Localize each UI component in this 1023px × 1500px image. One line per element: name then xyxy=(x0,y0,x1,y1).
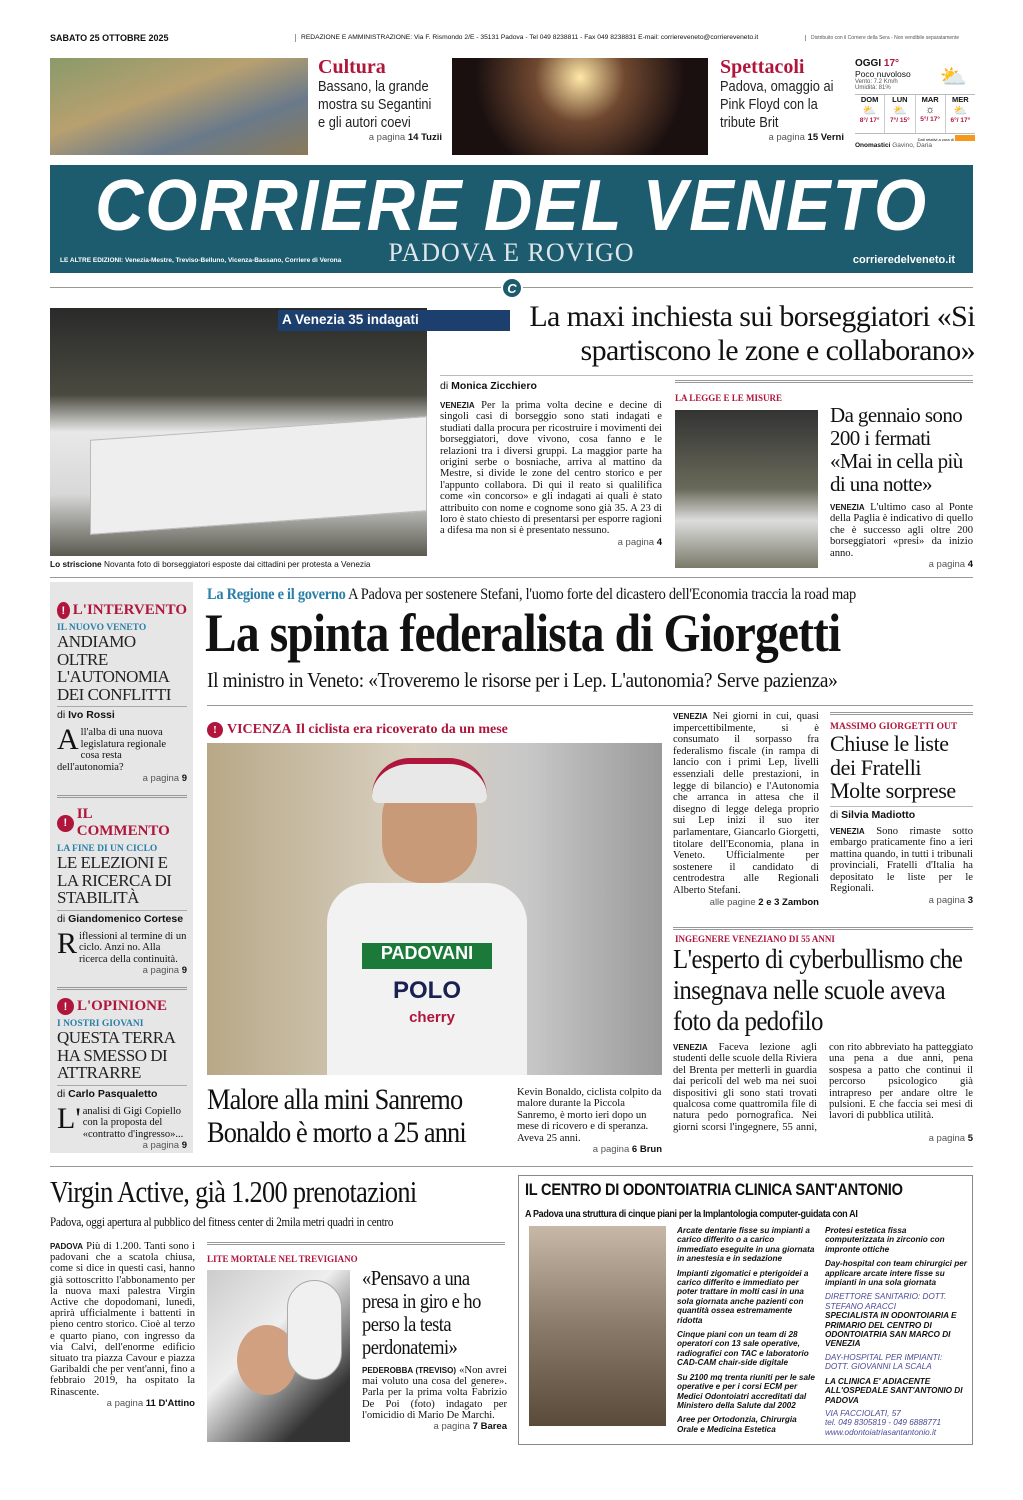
jersey-team-text: PADOVANI xyxy=(362,943,492,969)
page-label: a pagina xyxy=(142,773,180,784)
forecast-day: DOM xyxy=(860,95,879,104)
liste-author: Silvia Madiotto xyxy=(841,808,916,821)
ad-point: Day-hospital con team chirurgici per applicare arcate intere fisse su impianti in una sola giornata xyxy=(825,1259,967,1288)
forecast-day: MAR xyxy=(921,95,939,104)
sidebar-kicker: I NOSTRI GIOVANI xyxy=(57,1019,144,1029)
exclamation-icon: ! xyxy=(207,722,223,738)
dateline: VENEZIA xyxy=(440,401,475,410)
body-text: Sono rimaste sotto embargo praticamente fino a ieri mattina quando, in tutti i tribunali provinciali, Fratelli d'Italia ha depositato le liste per le Regionali. xyxy=(830,825,973,895)
page-number: 3 xyxy=(967,895,973,907)
page-number: 7 xyxy=(472,1421,478,1433)
cyclist-photo[interactable] xyxy=(207,743,662,1075)
main-headline-wrap xyxy=(205,602,971,664)
liste-headline[interactable]: Chiuse le liste dei Fratelli Molte sorprese xyxy=(830,731,956,803)
sidebar-section: L'INTERVENTO xyxy=(72,602,187,618)
sidebar-excerpt: ll'alba di una nuova legislatura regionale cosa resta dell'autonomia? xyxy=(57,727,167,773)
drop-cap: R xyxy=(57,930,78,960)
sidebar-title: QUESTA TERRA HA SMESSO DI ATTRARRE xyxy=(57,1028,175,1082)
distribution-note: Distribuito con il Corriere della Sera - Non vendibile separatamente xyxy=(805,35,975,41)
divider xyxy=(440,375,973,376)
main-article xyxy=(673,711,819,909)
vicenza-headline-wrap xyxy=(207,1083,507,1153)
protest-signs-photo[interactable] xyxy=(675,410,818,568)
weather-forecast xyxy=(855,94,975,134)
liste-body xyxy=(830,826,973,896)
ad-address: VIA FACCIOLATI, 57 xyxy=(825,1408,901,1418)
masthead-url[interactable]: corrieredelveneto.it xyxy=(852,254,955,266)
masthead-edition: PADOVA E ROVIGO xyxy=(388,238,635,267)
weather-wind: Vento: 7.2 Km/h xyxy=(855,79,898,85)
by-prefix: di xyxy=(830,808,839,821)
forecast-temp: 7°/ 15° xyxy=(890,117,910,124)
virgin-body xyxy=(50,1241,195,1398)
page-label: a pagina xyxy=(368,132,406,143)
onomastici-label: Onomastici xyxy=(855,142,891,149)
exclamation-icon: ! xyxy=(57,815,74,832)
by-prefix: di xyxy=(57,912,66,925)
jersey-sub-text: cherry xyxy=(409,1009,455,1026)
sidebar-kicker: LA FINE DI UN CICLO xyxy=(57,844,158,854)
lead-body xyxy=(440,400,662,537)
lite-headline[interactable]: «Pensavo a una presa in giro e ho perso la testa perdonatemi» xyxy=(362,1266,481,1359)
partly-cloudy-icon: ⛅ xyxy=(953,105,968,117)
divider xyxy=(675,380,973,383)
helmet xyxy=(372,758,487,803)
main-kicker-label: La Regione e il governo xyxy=(207,586,346,603)
ad-director: DIRETTORE SANITARIO: DOTT. STEFANO ARACCI xyxy=(825,1292,947,1311)
dateline: VENEZIA xyxy=(673,712,708,721)
onomastici: Gavino, Daria xyxy=(892,142,932,149)
sidebar-author: Ivo Rossi xyxy=(68,709,115,721)
top-bar xyxy=(50,33,975,43)
dental-clinic-ad[interactable] xyxy=(518,1175,973,1445)
opinion-sidebar xyxy=(50,582,193,1153)
page-label: a pagina xyxy=(617,536,655,548)
page-number: 9 xyxy=(181,773,187,784)
forecast-temp: 5°/ 17° xyxy=(920,116,940,123)
page-number: 9 xyxy=(181,1140,187,1151)
ad-clinic-location: LA CLINICA E' ADIACENTE ALL'OSPEDALE SANT'ANTONIO DI PADOVA xyxy=(825,1376,963,1405)
cyber-kicker: INGEGNERE VENEZIANO DI 55 ANNI xyxy=(675,934,835,944)
caption-bold: Lo striscione xyxy=(50,559,102,569)
liste-kicker: MASSIMO GIORGETTI OUT xyxy=(830,722,958,732)
page-label: a pagina xyxy=(592,1144,630,1156)
ad-point: Su 2100 mq trenta riuniti per le sale operative e per i corsi ECM per Medici Odontoiatri accreditati dal Ministero della Salute dal 2002 xyxy=(677,1372,815,1410)
body-text: Faceva lezione agli studenti delle scuole della Riviera del Brenta per metterli in guardia dai pericoli del web ma nei suoi dispositivi gli sono stati trovati qualcosa come quattromila file di natura pedo pornografica. Nei giorni scorsi l'ingegnere, 55 anni, con rito abbreviato ha patteggiato una pena a due anni, pena sospesa a patto che continui il percorso psicologico già intrapreso per andare oltre le pulsioni. E che faccia sei mesi di lavori di pubblica utilità. xyxy=(673,1042,973,1133)
by-prefix: di xyxy=(57,709,66,721)
page-number: 2 e 3 xyxy=(758,896,780,908)
author: Zambon xyxy=(782,896,819,908)
vicenza-headline[interactable]: Malore alla mini Sanremo Bonaldo è morto a 25 anni xyxy=(207,1083,466,1149)
page-label: a pagina xyxy=(768,132,805,143)
lead-headline[interactable]: La maxi inchiesta sui borseggiatori «Si spartiscono le zone e collaborano» xyxy=(529,300,975,367)
cyber-headline[interactable]: L'esperto di cyberbullismo che insegnava nelle scuole aveva foto da pedofilo xyxy=(673,944,963,1036)
by-prefix: di xyxy=(440,380,449,392)
liste-article xyxy=(830,722,973,907)
page-number: 6 xyxy=(631,1144,638,1156)
ad-point: Aree per Ortodonzia, Chirurgia Orale e Medicina Estetica xyxy=(677,1415,797,1434)
weather-credit: Dati relativi a cura di xyxy=(917,137,954,142)
partly-cloudy-icon: ⛅ xyxy=(893,105,907,117)
main-kicker-text: A Padova per sostenere Stefani, l'uomo forte del dicastero dell'Economia traccia la road map xyxy=(348,586,856,603)
page-number: 4 xyxy=(967,559,973,571)
kicker-city: VICENZA xyxy=(227,722,292,737)
main-headline[interactable]: La spinta federalista di Giorgetti xyxy=(205,603,841,663)
teaser-spettacoli[interactable] xyxy=(720,56,844,144)
teaser-cultura[interactable] xyxy=(318,56,442,144)
sidebar-item[interactable] xyxy=(57,602,187,785)
forecast-temp: 6°/ 17° xyxy=(950,117,971,124)
partly-cloudy-icon: ⛅ xyxy=(862,105,877,117)
forecast-day: MER xyxy=(952,95,969,104)
body-text: Più di 1.200. Tanti sono i padovani che a scatola chiusa, come si dice in questi casi, hanno già sottoscritto l'abbonamento per la nuova maxi palestra Virgin Active che dopodomani, lunedì, aprirà ufficialmente i battenti in pieno centro storico. Cioè al terzo e quarto piano, con ingresso da via Calvi, dell'enorme edificio situato tra piazza Cavour e piazza Garibaldi che per vent'anni, fino a febbraio 2019, ha ospitato la Rinascente. xyxy=(50,1241,195,1398)
body-text: «Non avrei mai voluto una cosa del genere». Parla per la prima volta Fabrizio De Poi (foto) indagato per l'omicidio di Mario De Marchi. xyxy=(362,1365,507,1421)
sidebar-item[interactable] xyxy=(57,987,187,1152)
weather-condition: Poco nuvoloso xyxy=(855,69,911,79)
lead-side-body xyxy=(830,502,973,559)
jersey-sponsor-text: POLO xyxy=(392,977,461,1004)
teaser-text: Bassano, la grande mostra su Segantini e gli autori coevi xyxy=(318,79,432,131)
ad-column-2 xyxy=(825,1226,967,1437)
page-number: 5 xyxy=(967,1133,973,1145)
caption-text: Novanta foto di borseggiatori esposte dai cittadini per protesta a Venezia xyxy=(103,559,371,569)
sidebar-author: Carlo Pasqualetto xyxy=(68,1087,158,1100)
drop-cap: A xyxy=(57,727,79,756)
lead-label: A Venezia 35 indagati xyxy=(278,310,510,331)
author: Tuzii xyxy=(421,132,442,143)
ad-title: IL CENTRO DI ODONTOIATRIA CLINICA SANT'ANTONIO xyxy=(525,1180,903,1199)
dateline: PEDEROBBA (TREVISO) xyxy=(362,1366,456,1375)
page-number: 15 xyxy=(807,132,819,143)
main-subhead: Il ministro in Veneto: «Troveremo le risorse per i Lep. L'autonomia? Serve pazienza» xyxy=(207,668,838,692)
lead-author: Monica Zicchiero xyxy=(451,380,537,392)
kicker-text: Il ciclista era ricoverato da un mese xyxy=(295,722,508,737)
teaser-spettacoli-image[interactable] xyxy=(452,58,708,155)
weather-today-temp: 17° xyxy=(883,58,900,69)
exclamation-icon: ! xyxy=(57,602,70,619)
drop-cap: L' xyxy=(57,1105,81,1135)
author: Barea xyxy=(480,1421,507,1433)
sidebar-excerpt: iflessioni al termine di un ciclo. Anzi no. Alla ricerca della continuità. xyxy=(79,930,187,965)
dateline: VENEZIA xyxy=(673,1043,708,1052)
ad-point: Protesi estetica fissa computerizzata in zirconio con impronte ottiche xyxy=(825,1226,945,1254)
teaser-cultura-image[interactable] xyxy=(50,58,308,155)
lead-side-kicker: LA LEGGE E LE MISURE xyxy=(675,393,783,403)
masthead xyxy=(50,165,973,273)
main-body xyxy=(673,711,819,897)
cyber-article xyxy=(673,934,973,1145)
author: Verni xyxy=(820,132,844,143)
vicenza-body: Kevin Bonaldo, ciclista colpito da malore durante la Piccola Sanremo, è morto ieri dopo un mese di ricovero e di speranza. Aveva 25 anni. xyxy=(517,1087,662,1144)
virgin-article xyxy=(50,1241,195,1410)
page-label: a pagina xyxy=(928,1133,966,1145)
lite-article xyxy=(362,1267,507,1433)
sidebar-author: Giandomenico Cortese xyxy=(68,912,184,925)
sidebar-section: L'OPINIONE xyxy=(77,998,168,1014)
divider xyxy=(207,705,973,706)
ad-dayhospital: DAY-HOSPITAL PER IMPIANTI: DOTT. GIOVANNI LA SCALA xyxy=(825,1352,943,1372)
forecast-temp: 8°/ 17° xyxy=(859,117,880,124)
author: D'Attino xyxy=(158,1397,195,1409)
jersey xyxy=(327,883,527,1075)
divider xyxy=(830,712,973,715)
logo-badge: C xyxy=(501,277,523,299)
ad-point: Arcate dentarie fisse su impianti a carico differito o a carico immediato eseguite in una giornata in anestesia e in sedazione xyxy=(677,1226,815,1264)
sidebar-title: ANDIAMO OLTRE L'AUTONOMIA DEI CONFLITTI xyxy=(57,632,171,704)
dateline: VENEZIA xyxy=(830,826,865,836)
partly-cloudy-icon: ⛅ xyxy=(939,64,967,89)
lite-kicker: LITE MORTALE NEL TREVIGIANO xyxy=(207,1254,358,1264)
sidebar-excerpt: analisi di Gigi Copiello con la proposta del «contratto d'ingresso»... xyxy=(82,1105,184,1140)
page-label: a pagina xyxy=(928,895,966,907)
page-number: 11 xyxy=(145,1397,156,1409)
ad-point: Cinque piani con un team di 28 operatori con 13 sale operative, radiografici con TAC e laboratorio CAD-CAM chair-side digitale xyxy=(677,1330,809,1368)
sidebar-item[interactable] xyxy=(57,795,187,977)
forecast-day: LUN xyxy=(892,95,908,104)
virgin-headline[interactable]: Virgin Active, già 1.200 prenotazioni xyxy=(50,1174,417,1209)
divider xyxy=(673,927,973,930)
divider xyxy=(50,1166,973,1167)
divider xyxy=(50,577,973,578)
page-label: alle pagine xyxy=(709,896,756,908)
lead-side-article xyxy=(830,404,973,571)
dateline: PADOVA xyxy=(50,1242,84,1251)
divider xyxy=(207,1242,505,1245)
ad-phone: tel. 049 8305819 - 049 6888771 xyxy=(825,1418,942,1428)
sidebar-section: IL COMMENTO xyxy=(76,806,170,839)
sidebar-title: LE ELEZIONI E LA RICERCA DI STABILITÀ xyxy=(57,853,172,907)
main-subhead-wrap xyxy=(207,668,973,694)
sun-icon: ☼ xyxy=(925,104,936,116)
vicenza-kicker xyxy=(207,722,662,738)
lead-caption xyxy=(50,559,430,569)
ad-director-text: SPECIALISTA IN ODONTOIARIA E PRIMARIO DEL CENTRO DI ODONTOIATRIA SAN MARCO DI VENEZIA xyxy=(825,1311,957,1349)
page-number: 9 xyxy=(181,965,187,976)
virgin-subhead-wrap xyxy=(50,1214,505,1232)
ad-column-1 xyxy=(677,1226,817,1434)
ad-point: Impianti zigomatici e pterigoidei a carico differito e immediato per poter trattare in molti casi in una sola giornata anche pazienti con quantità ossea estremamente ridotta xyxy=(677,1268,809,1325)
virgin-headline-wrap xyxy=(50,1174,505,1212)
page-label: a pagina xyxy=(433,1421,470,1433)
lead-article xyxy=(440,400,662,549)
lead-side-headline[interactable]: Da gennaio sono 200 i fermati «Mai in cella più di una notte» xyxy=(830,403,963,496)
guitar xyxy=(287,1280,342,1380)
other-editions: LE ALTRE EDIZIONI: Venezia-Mestre, Treviso-Belluno, Vicenza-Bassano, Corriere di Verona xyxy=(60,257,342,264)
page-label: a pagina xyxy=(142,1140,180,1151)
sidebar-kicker: IL NUOVO VENETO xyxy=(57,623,147,633)
lead-photo-banner-protest[interactable] xyxy=(50,308,427,556)
cyber-body xyxy=(673,1042,973,1133)
weather-box xyxy=(855,58,975,158)
weather-humidity: Umidità: 81% xyxy=(855,85,891,91)
lite-body xyxy=(362,1365,507,1421)
body-text: L'ultimo caso al Ponte della Paglia è indicativo di quello che è successo agli oltre 200 borseggiatori «presi» da inizio anno. xyxy=(830,502,973,559)
meteo-logo xyxy=(955,135,975,141)
page-label: a pagina xyxy=(142,965,180,976)
teaser-text: Padova, omaggio ai Pink Floyd con la tribute Brit xyxy=(720,79,834,131)
man-with-guitar-photo[interactable] xyxy=(207,1270,350,1442)
virgin-subhead: Padova, oggi apertura al pubblico del fitness center di 2mila metri quadri in centro xyxy=(50,1214,394,1229)
author: Brun xyxy=(639,1144,662,1156)
body-text: Nei giorni in cui, quasi impercettibilmente, si è consumato il sorpasso fra federalismo fiscale (in rampa di lancio con i primi Lep, livelli essenziali delle prestazioni, in legge di bilancio) e l'Autonomia che arranca in attesa che il disegno di legge delega proprio sui Lep inizi il suo iter parlamentare, Giancarlo Giorgetti, titolare dell'Economia, plana in Veneto. Ufficialmente per sostenere il candidato di centrodestra alle Regionali Alberto Stefani. xyxy=(673,711,819,896)
page-label: a pagina xyxy=(106,1397,144,1409)
teaser-section: Cultura xyxy=(318,56,386,78)
weather-today-label: OGGI xyxy=(855,58,882,69)
clinic-building-photo xyxy=(529,1226,666,1426)
teaser-section: Spettacoli xyxy=(720,56,805,78)
ad-website[interactable]: www.odontoiatriasantantonio.it xyxy=(825,1427,937,1437)
dateline: VENEZIA xyxy=(830,503,865,512)
body-text: Per la prima volta decine e decine di singoli casi di borseggio sono stati indagati e studiati dalla procura per ricostruire i movimenti dei borseggiatori, dove vivono, cosa fanno e le relazioni tra i diversi gruppi. La maggior parte ha origini serbe o bosniache, arriva al mattino da Mestre, si divide le zone del centro storico e per l'appunto collabora. Di qui il reato si qualilifica come «in concorso» e gli indagati ai quali è stato attribuito con nome e cognome sono già 35. A 23 di loro è stato chiesto di presentarsi per esporre ragioni a difesa ma non si è presentato nessuno. xyxy=(440,400,662,537)
masthead-title[interactable]: CORRIERE DEL VENETO xyxy=(95,166,928,246)
vicenza-article xyxy=(517,1087,662,1156)
page-number: 14 xyxy=(407,132,419,143)
ad-subtitle: A Padova una struttura di cinque piani per la Implantologia computer-guidata con AI xyxy=(525,1208,858,1220)
redazione: REDAZIONE E AMMINISTRAZIONE: Via F. Rismondo 2/E - 35131 Padova - Tel 049 8238811 - Fax 049 8238831 E-mail: corriereveneto@corriereveneto.it xyxy=(295,34,805,42)
banner-with-photos xyxy=(90,416,427,535)
page-number: 4 xyxy=(656,536,662,548)
by-prefix: di xyxy=(57,1087,66,1100)
page-label: a pagina xyxy=(928,559,966,571)
exclamation-icon: ! xyxy=(57,998,74,1015)
date: SABATO 25 OTTOBRE 2025 xyxy=(50,33,169,43)
